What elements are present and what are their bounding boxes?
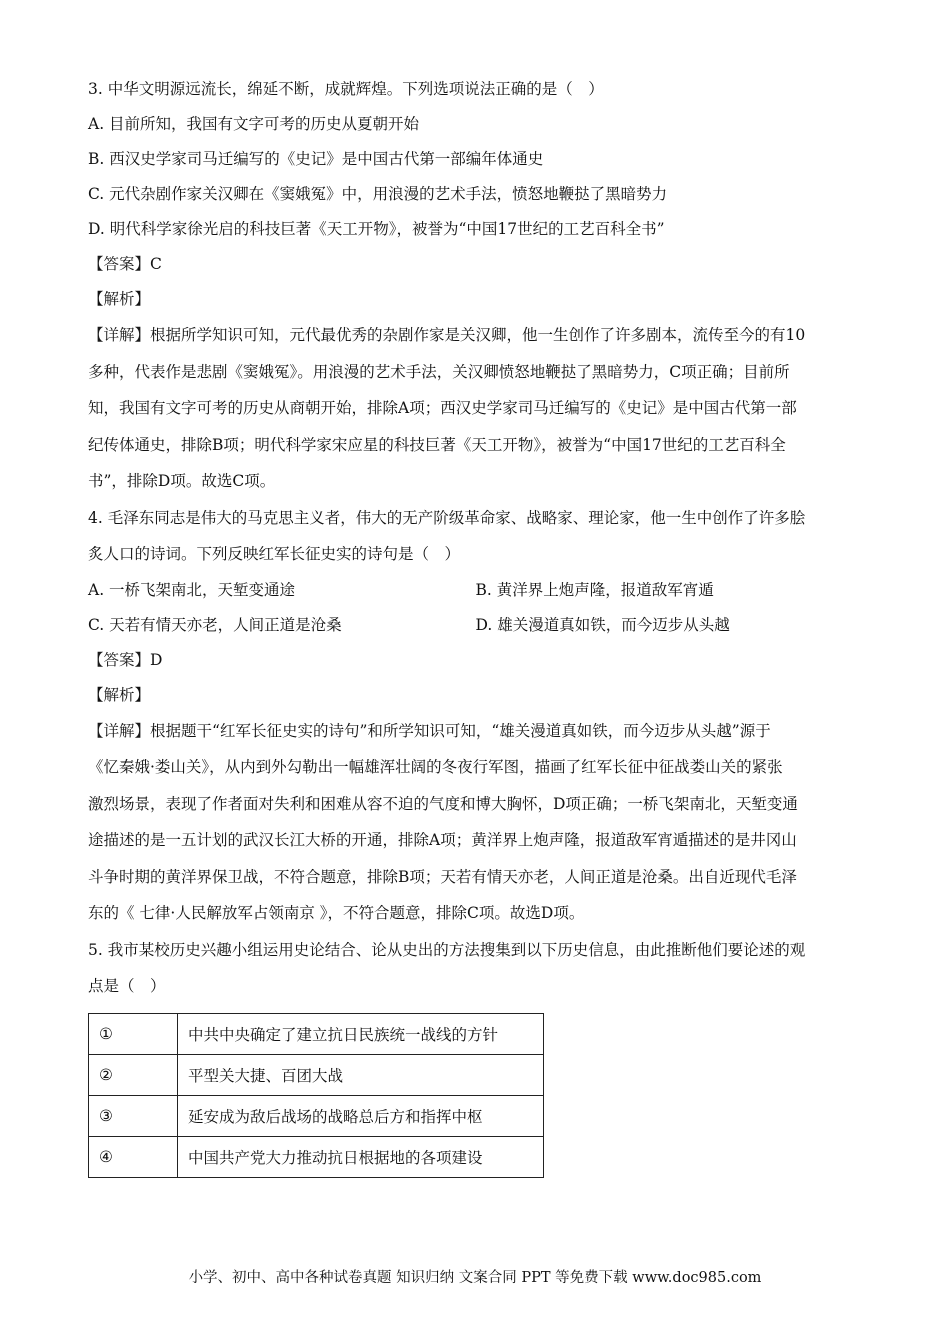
detail-tag: 【详解】 xyxy=(88,721,151,740)
question-3-stem: 3. 中华文明源远流长，绵延不断，成就辉煌。下列选项说法正确的是（ ） xyxy=(88,80,604,98)
question-4-detail xyxy=(88,713,863,932)
row-text: 延安成为敌后战场的战略总后方和指挥中枢 xyxy=(178,1095,544,1136)
row-number: ③ xyxy=(89,1095,178,1136)
answer-tag: 【答案】 xyxy=(88,255,151,273)
detail-line: 知，我国有文字可考的历史从商朝开始，排除A项；西汉史学家司马迁编写的《史记》是中国古代第一部 xyxy=(88,399,797,417)
question-3-option-d: D. 明代科学家徐光启的科技巨著《天工开物》，被誉为“中国17世纪的工艺百科全书” xyxy=(88,220,665,238)
detail-line: 纪传体通史，排除B项；明代科学家宋应星的科技巨著《天工开物》，被誉为“中国17世纪的工艺百科全 xyxy=(88,435,786,454)
answer-tag: 【答案】 xyxy=(88,650,151,669)
answer-value: C xyxy=(150,255,162,273)
question-4-stem xyxy=(88,500,863,573)
row-text: 平型关大捷、百团大战 xyxy=(178,1054,544,1095)
question-4-options-row-1 xyxy=(88,573,863,608)
stem-line: 5. 我市某校历史兴趣小组运用史论结合、论从史出的方法搜集到以下历史信息，由此推断他们要论述的观 xyxy=(88,940,806,959)
table-row xyxy=(89,1013,544,1054)
question-3-option-c: C. 元代杂剧作家关汉卿在《窦娥冤》中，用浪漫的艺术手法，愤怒地鞭挞了黑暗势力 xyxy=(88,185,668,203)
answer-value: D xyxy=(150,650,163,669)
detail-line: 多种，代表作是悲剧《窦娥冤》。用浪漫的艺术手法，关汉卿愤怒地鞭挞了黑暗势力，C项正确；目前所 xyxy=(88,362,790,381)
row-text: 中国共产党大力推动抗日根据地的各项建设 xyxy=(178,1136,544,1177)
detail-line: 途描述的是一五计划的武汉长江大桥的开通，排除A项；黄洋界上炮声隆，报道敌军宵遁描述的是井冈山 xyxy=(88,831,797,849)
question-4-analysis-tag: 【解析】 xyxy=(88,685,151,704)
table-row xyxy=(89,1095,544,1136)
question-4 xyxy=(88,500,863,932)
question-4-option-c: C. 天若有情天亦老，人间正道是沧桑 xyxy=(88,615,342,634)
row-number: ④ xyxy=(89,1136,178,1177)
detail-line: 东的《 七律·人民解放军占领南京 》，不符合题意，排除C项。故选D项。 xyxy=(88,904,585,922)
table-row xyxy=(89,1136,544,1177)
question-4-option-a: A. 一桥飞架南北，天堑变通途 xyxy=(88,580,296,599)
question-4-options-row-2 xyxy=(88,608,863,643)
question-5-stem xyxy=(88,932,863,1005)
detail-line: 书”，排除D项。故选C项。 xyxy=(88,472,276,490)
page-footer: 小学、初中、高中各种试卷真题 知识归纳 文案合同 PPT 等免费下载 www.doc985.com xyxy=(188,1270,762,1286)
detail-line: 激烈场景，表现了作者面对失利和困难从容不迫的气度和博大胸怀，D项正确；一桥飞架南北，天堑变通 xyxy=(88,794,798,813)
detail-line xyxy=(88,317,863,354)
question-3-detail xyxy=(88,317,863,500)
question-3-option-b: B. 西汉史学家司马迁编写的《史记》是中国古代第一部编年体通史 xyxy=(88,150,544,168)
question-3 xyxy=(88,72,863,500)
stem-line: 炙人口的诗词。下列反映红军长征史实的诗句是（ ） xyxy=(88,545,461,563)
source-table xyxy=(88,1013,544,1178)
detail-line: 《忆秦娥·娄山关》，从内到外勾勒出一幅雄浑壮阔的冬夜行军图，描画了红军长征中征战娄山关的紧张 xyxy=(88,758,783,776)
question-4-option-b: B. 黄洋界上炮声隆，报道敌军宵遁 xyxy=(475,580,714,599)
table-row xyxy=(89,1054,544,1095)
detail-line xyxy=(88,713,863,750)
stem-line: 点是（ ） xyxy=(88,977,166,995)
question-4-answer xyxy=(88,643,863,678)
row-text: 中共中央确定了建立抗日民族统一战线的方针 xyxy=(178,1013,544,1054)
question-3-analysis-tag: 【解析】 xyxy=(88,290,151,308)
document-body xyxy=(88,72,863,1178)
detail-line: 斗争时期的黄洋界保卫战，不符合题意，排除B项；天若有情天亦老，人间正道是沧桑。出自近现代毛泽 xyxy=(88,867,797,886)
detail-tag: 【详解】 xyxy=(88,326,151,344)
question-3-option-a: A. 目前所知，我国有文字可考的历史从夏朝开始 xyxy=(88,115,420,133)
stem-line: 4. 毛泽东同志是伟大的马克思主义者，伟大的无产阶级革命家、战略家、理论家，他一生中创作了许多脍 xyxy=(88,508,806,527)
question-5 xyxy=(88,932,863,1178)
detail-text: 根据所学知识可知，元代最优秀的杂剧作家是关汉卿，他一生创作了许多剧本，流传至今的有10 xyxy=(150,326,806,344)
question-4-option-d: D. 雄关漫道真如铁，而今迈步从头越 xyxy=(475,615,730,634)
question-3-answer xyxy=(88,247,863,282)
detail-text: 根据题干“红军长征史实的诗句”和所学知识可知，“雄关漫道真如铁，而今迈步从头越”源于 xyxy=(150,721,771,740)
row-number: ② xyxy=(89,1054,178,1095)
row-number: ① xyxy=(89,1013,178,1054)
